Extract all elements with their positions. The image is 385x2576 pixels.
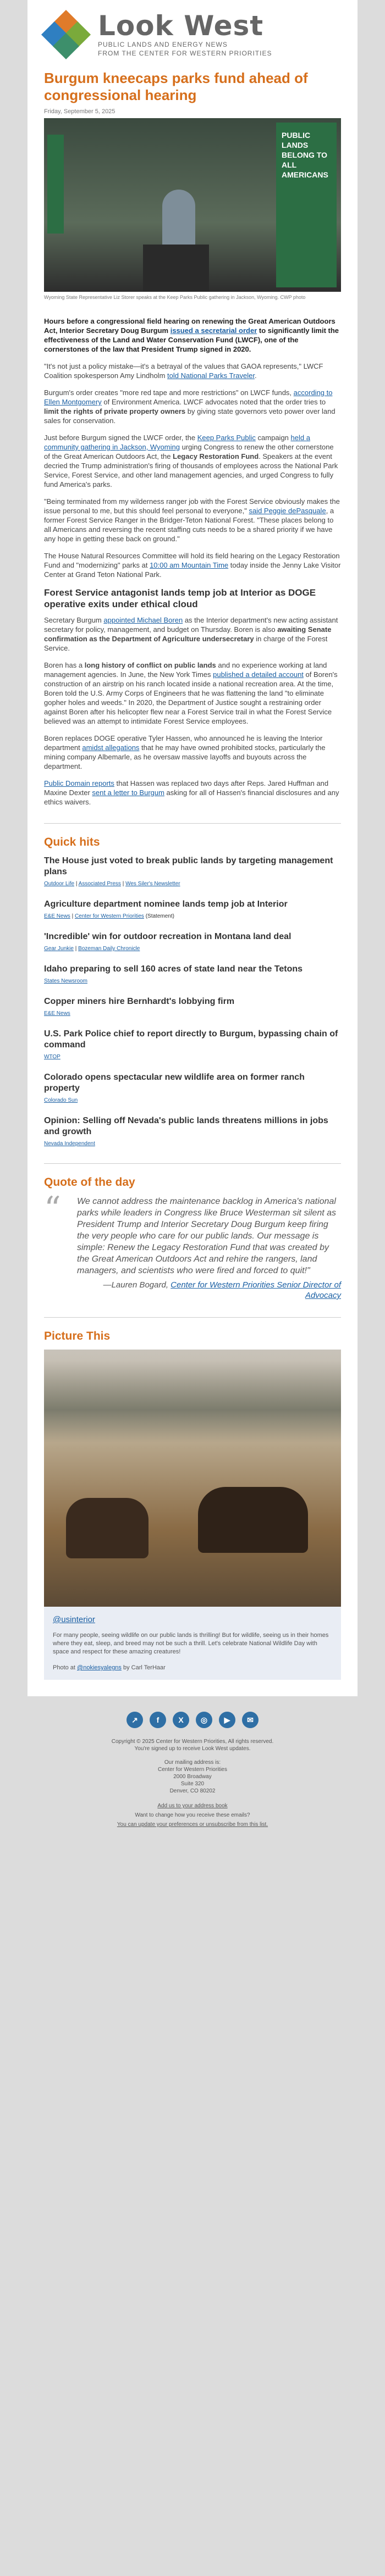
- quick-hit-item: [44, 1029, 341, 1060]
- quick-hit-sources: [44, 946, 341, 952]
- quick-hit-source-link[interactable]: E&E News: [44, 913, 70, 919]
- quick-hit-sources: [44, 1011, 341, 1017]
- instagram-icon[interactable]: ◎: [196, 1712, 212, 1728]
- quick-hit-sources: [44, 881, 341, 887]
- footer-links: [28, 1802, 358, 1828]
- quick-hit-item: [44, 1072, 341, 1103]
- quick-hit-title: U.S. Park Police chief to report directly to Burgum, bypassing chain of command: [44, 1029, 338, 1050]
- text: "It's not just a policy mistake—it's a betrayal of the values that GAOA represents," LWCF Coalition spokesperson Amy Lindholm: [44, 362, 323, 380]
- quick-hit-title: Opinion: Selling off Nevada's public lands threatens millions in jobs and growth: [44, 1116, 328, 1136]
- quick-hit-item: [44, 899, 341, 919]
- quick-hit-item: [44, 931, 341, 952]
- facebook-icon[interactable]: f: [150, 1712, 166, 1728]
- text: Just before Burgum signed the LWCF order, the: [44, 434, 197, 442]
- footer: [28, 1696, 358, 1852]
- paragraph: [44, 734, 341, 771]
- link-appointed-michael-boren[interactable]: appointed Michael Boren: [103, 616, 183, 624]
- bold-text: limit the rights of private property owners: [44, 407, 186, 415]
- quick-hit-sources: [44, 1141, 341, 1147]
- quote-text: We cannot address the maintenance backlog in America's national parks while leaders in Congress like Bruce Westerman sit silent as President Trump and Interior Secretary Doug Burgum keep firing the very people who care for our public lands. Our message is simple: Renew the Legacy Restoration Fund that was created by the Great American Outdoors Act and rehire the rangers, land managers, and scientists who were fired and forced to quit!": [77, 1197, 337, 1275]
- social-links: [28, 1712, 358, 1728]
- link-usinterior[interactable]: @usinterior: [53, 1615, 95, 1624]
- link-community-gathering[interactable]: held a community gathering in Jackson, Wyoming: [44, 434, 310, 451]
- quick-hit-source-link[interactable]: States Newsroom: [44, 978, 87, 984]
- copyright: Copyright © 2025 Center for Western Priorities, All rights reserved.: [111, 1739, 274, 1745]
- signup-note: You're signed up to receive Look West updates.: [134, 1746, 251, 1752]
- photo-caption-box: [44, 1607, 341, 1680]
- main-content: [28, 69, 358, 1696]
- paragraph: [44, 660, 341, 726]
- text: .: [254, 371, 257, 380]
- text: Secretary Burgum: [44, 616, 104, 624]
- quick-hit-title: Copper miners hire Bernhardt's lobbying firm: [44, 997, 235, 1006]
- preferences-unsubscribe-link[interactable]: You can update your preferences or unsubscribe from this list.: [117, 1822, 268, 1828]
- text: of Boren's construction of an airstrip on his ranch located inside a national recreation area. At the time, Boren told the U.S. Army Corps of Engineers that he was flattening the land "to eliminate gopher holes and weeds." In 2020, the Department of Justice sought a restraining order against Boren after his helicopter flew near a Forest Service trail in what the Forest Service believed was an attempt to intimidate Forest Service employees.: [44, 670, 338, 725]
- tagline-line-1: PUBLIC LANDS AND ENERGY NEWS: [98, 40, 228, 48]
- paragraph: [44, 779, 341, 807]
- link-photo-location[interactable]: @nokiesyalegns: [77, 1664, 122, 1671]
- masthead: [28, 0, 358, 69]
- quote-mark-icon: “: [44, 1190, 61, 1228]
- quick-hit-title: 'Incredible' win for outdoor recreation in Montana land deal: [44, 932, 292, 941]
- bold-text: Legacy Restoration Fund: [173, 452, 259, 460]
- text: campaign: [255, 434, 291, 442]
- link-detailed-account[interactable]: published a detailed account: [213, 670, 304, 679]
- email-icon[interactable]: ✉: [242, 1712, 258, 1728]
- quick-hit-source-link[interactable]: Gear Junkie: [44, 946, 74, 952]
- keep-parks-public-banner: PUBLIC LANDS BELONG TO ALL AMERICANS: [276, 123, 337, 287]
- link-amidst-allegations[interactable]: amidst allegations: [82, 743, 140, 752]
- add-to-address-book-link[interactable]: Add us to your address book: [157, 1803, 228, 1809]
- picture-caption: For many people, seeing wildlife on our public lands is thrilling! But for wildlife, seeing us in their homes where they eat, sleep, and breed may not be such a thrill. Let's celebrate National Wildlife Day with space and respect for these amazing creatures!: [53, 1632, 329, 1655]
- quick-hit-extra: (Statement): [144, 913, 174, 919]
- text: urging Congress to renew the other cornerstone of the Great American Outdoors Act, the: [44, 443, 334, 460]
- paragraph: [44, 497, 341, 543]
- bold-text: awaiting Senate confirmation as the Department of Agriculture undersecretary: [44, 625, 332, 643]
- quick-hit-sources: [44, 913, 341, 919]
- divider: [44, 1163, 341, 1164]
- link-secretarial-order[interactable]: issued a secretarial order: [170, 326, 257, 335]
- quick-hits-title: Quick hits: [44, 836, 100, 848]
- quote-of-the-day-title: Quote of the day: [44, 1176, 135, 1189]
- quick-hit-item: [44, 856, 341, 887]
- issue-date: Friday, September 5, 2025: [44, 108, 116, 115]
- quick-hit-source-link[interactable]: Associated Press: [78, 881, 121, 887]
- text: "Being terminated from my wilderness ranger job with the Forest Service obviously makes the issue personal to me, but this should feel personal to everyone,": [44, 497, 340, 515]
- lead-paragraph: [44, 317, 341, 354]
- photo-credit: [53, 1664, 332, 1672]
- address-line-1: 2000 Broadway: [173, 1774, 212, 1780]
- quick-hit-sources: [44, 1097, 341, 1103]
- quick-hit-item: [44, 1115, 341, 1147]
- podium: [143, 245, 209, 292]
- quick-hit-title: Colorado opens spectacular new wildlife area on former ranch property: [44, 1073, 305, 1093]
- link-national-parks-traveler[interactable]: told National Parks Traveler: [167, 371, 255, 380]
- link-public-domain-reports[interactable]: Public Domain reports: [44, 779, 114, 787]
- tagline-line-2: FROM THE CENTER FOR WESTERN PRIORITIES: [98, 49, 272, 57]
- address-line-3: Denver, CO 80202: [169, 1788, 216, 1794]
- text: to significantly limit the effectiveness of the Land and Water Conservation Fund (LWCF), one of the cornerstones of the law that President Trump signed in 2020.: [44, 326, 339, 353]
- moose-left: [66, 1498, 148, 1558]
- address-line-2: Suite 320: [180, 1781, 205, 1787]
- picture-this-title: Picture This: [44, 1330, 111, 1342]
- org-name: Center for Western Priorities: [158, 1767, 227, 1773]
- quick-hit-source-link[interactable]: Wes Siler's Newsletter: [125, 881, 180, 887]
- quick-hit-source-link[interactable]: WTOP: [44, 1054, 61, 1060]
- source-separator: |: [120, 881, 126, 887]
- paragraph: [44, 551, 341, 579]
- text: The House Natural Resources Committee will hold its field hearing on the Legacy Restoration Fund and "modernizing" parks at: [44, 552, 340, 569]
- x-icon[interactable]: X: [173, 1712, 189, 1728]
- quick-hit-source-link[interactable]: Center for Western Priorities: [74, 913, 144, 919]
- article-headline: Burgum kneecaps parks fund ahead of congressional hearing: [44, 70, 308, 103]
- quick-hit-source-link[interactable]: Nevada Independent: [44, 1141, 95, 1147]
- text: of Environment America. LWCF advocates noted that the order tries to: [101, 398, 326, 406]
- text: that Hassen was replaced two days after Reps. Jared Huffman and Maxine Dexter: [44, 779, 329, 797]
- quick-hit-source-link[interactable]: Bozeman Daily Chronicle: [78, 946, 140, 952]
- text: . Speakers at the event decried the Trump administration's firing of thousands of employees across the National Park Service, Forest Service, and other land management agencies, and urged Congress to fully fund America's parks.: [44, 452, 338, 488]
- youtube-icon[interactable]: ▶: [219, 1712, 235, 1728]
- source-separator: |: [74, 881, 79, 887]
- text: Hours before a congressional field hearing on renewing the Great American Outdoors Act, Interior Secretary Doug Burgum: [44, 317, 336, 335]
- link-hearing-livestream[interactable]: 10:00 am Mountain Time: [150, 561, 229, 569]
- quick-hit-source-link[interactable]: Colorado Sun: [44, 1097, 78, 1103]
- quick-hit-source-link[interactable]: Outdoor Life: [44, 881, 75, 887]
- text: asking for all of Hassen's financial disclosures and any ethics waivers.: [44, 789, 339, 806]
- quick-hit-title: Idaho preparing to sell 160 acres of state land near the Tetons: [44, 964, 303, 974]
- paragraph: [44, 388, 341, 425]
- link-ellen-montgomery[interactable]: according to Ellen Montgomery: [44, 388, 333, 406]
- text: Boren has a: [44, 661, 85, 669]
- text: today inside the Jenny Lake Visitor Center at Grand Teton National Park.: [44, 561, 341, 579]
- quick-hit-title: Agriculture department nominee lands temp job at Interior: [44, 900, 288, 909]
- hero-photo: [44, 118, 341, 292]
- link-cwp-advocacy[interactable]: Center for Western Priorities Senior Director of Advocacy: [170, 1280, 341, 1300]
- divider: [44, 823, 341, 824]
- look-west-logo-icon[interactable]: [44, 13, 88, 57]
- quick-hit-sources: [44, 1054, 341, 1060]
- text: Photo at: [53, 1664, 78, 1671]
- text: and no experience working at land management agencies. In June, the New York Times: [44, 661, 327, 679]
- bold-text: long history of conflict on public lands: [84, 661, 216, 669]
- text: as the Interior department's new acting assistant secretary for policy, management, and budget on Thursday. Boren is also: [44, 616, 338, 634]
- brand-name[interactable]: Look West: [98, 9, 264, 42]
- link-letter-to-burgum[interactable]: sent a letter to Burgum: [92, 789, 164, 797]
- article-subhead: Forest Service antagonist lands temp job at Interior as DOGE operative exits under ethical cloud: [44, 587, 316, 609]
- quick-hits-list: [44, 856, 341, 1147]
- text: Burgum's order creates "more red tape and more restrictions" on LWCF funds,: [44, 388, 294, 397]
- quote-attribution: [77, 1280, 341, 1301]
- paragraph: [44, 362, 341, 380]
- share-icon[interactable]: ↗: [127, 1712, 143, 1728]
- email-container: [28, 0, 358, 1696]
- quote-block: [44, 1190, 341, 1301]
- keep-parks-public-banner-left: [47, 135, 64, 234]
- logo-text: [98, 9, 272, 58]
- text: by Carl TerHaar: [121, 1664, 166, 1671]
- text: by giving state governors veto power over land sales for conservation.: [44, 407, 336, 425]
- quick-hit-item: [44, 996, 341, 1017]
- quick-hit-item: [44, 964, 341, 984]
- paragraph: [44, 615, 341, 653]
- moose-photo[interactable]: [44, 1350, 341, 1607]
- text: in charge of the Forest Service.: [44, 635, 328, 652]
- paragraph: [44, 433, 341, 489]
- moose-right: [198, 1487, 308, 1553]
- unsubscribe-label: Want to change how you receive these emails?: [135, 1812, 250, 1818]
- quick-hit-sources: [44, 978, 341, 984]
- quick-hit-source-link[interactable]: E&E News: [44, 1011, 70, 1017]
- mailing-label: Our mailing address is:: [164, 1759, 221, 1766]
- attribution-name: —Lauren Bogard,: [103, 1280, 171, 1290]
- source-separator: |: [70, 913, 75, 919]
- divider: [44, 1317, 341, 1318]
- link-peggie-depasquale[interactable]: said Peggie dePasquale: [249, 507, 326, 515]
- source-separator: |: [73, 946, 79, 952]
- tree-silhouettes: [44, 1361, 341, 1443]
- text: Boren replaces DOGE operative Tyler Hassen, who announced he is leaving the Interior department: [44, 734, 323, 752]
- link-keep-parks-public[interactable]: Keep Parks Public: [197, 434, 256, 442]
- text: that he may have owned prohibited stocks, particularly the mining company Albemarle, as he oversaw massive layoffs and buyouts across the department.: [44, 743, 326, 770]
- photo-caption: Wyoming State Representative Liz Storer speaks at the Keep Parks Public gathering in Jackson, Wyoming. CWP photo: [44, 295, 306, 300]
- quick-hit-title: The House just voted to break public lands by targeting management plans: [44, 856, 333, 876]
- text: , a former Forest Service Ranger in the Bridger-Teton National Forest. "These places belong to all Americans and reversing the recent staffing cuts needs to be a shared priority if we have any hope in getting these back on ground.": [44, 507, 334, 543]
